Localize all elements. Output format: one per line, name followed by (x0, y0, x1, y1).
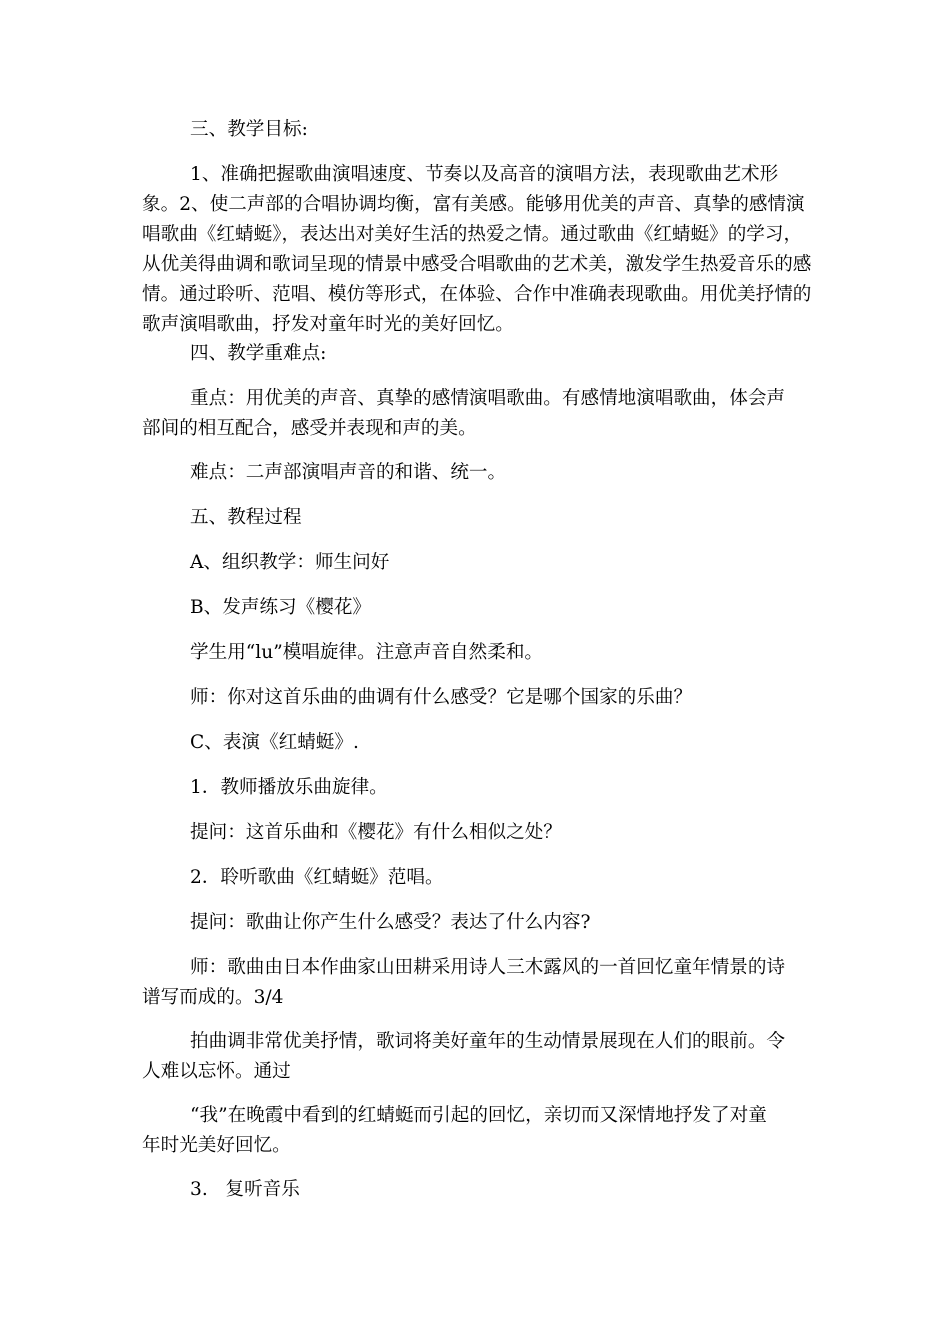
text-line: 人难以忘怀。通过 (142, 1061, 291, 1082)
paragraph-item-2 (190, 863, 840, 893)
text-line: 2．聆听歌曲《红蜻蜓》范唱。 (190, 867, 444, 888)
text-line: 学生用“lu”模唱旋律。注意声音自然柔和。 (190, 642, 544, 663)
text-line: 年时光美好回忆。 (142, 1135, 291, 1156)
paragraph-memory (142, 1101, 842, 1161)
text-line: “我”在晚霞中看到的红蜻蜓而引起的回忆，亲切而又深情地抒发了对童 (190, 1105, 767, 1126)
paragraph-teacher-explanation (142, 953, 842, 1013)
text-line: 1．教师播放乐曲旋律。 (190, 777, 388, 798)
text-line: 1、准确把握歌曲演唱速度、节奏以及高音的演唱方法，表现歌曲艺术形 (190, 164, 779, 185)
text-line: 象。2、使二声部的合唱协调均衡，富有美感。能够用优美的声音、真挚的感情演 (142, 194, 805, 215)
paragraph-student-hum (190, 638, 840, 668)
text-line: 难点：二声部演唱声音的和谐、统一。 (190, 462, 507, 483)
paragraph-teacher-question (190, 683, 840, 713)
text-line: 唱歌曲《红蜻蜓》，表达出对美好生活的热爱之情。通过歌曲《红蜻蜓》的学习， (142, 224, 803, 245)
text-line: 重点：用优美的声音、真挚的感情演唱歌曲。有感情地演唱歌曲，体会声 (190, 388, 786, 409)
paragraph-question-2 (190, 908, 840, 938)
text-line: 歌声演唱歌曲，抒发对童年时光的美好回忆。 (142, 314, 514, 335)
section-heading-teaching-objectives (190, 115, 840, 145)
section-heading-process (190, 503, 840, 533)
paragraph-difficulty (190, 458, 840, 488)
text-line: 拍曲调非常优美抒情，歌词将美好童年的生动情景展现在人们的眼前。令 (190, 1031, 786, 1052)
paragraph-item-3 (190, 1175, 840, 1205)
text-line: B、发声练习《樱花》 (190, 597, 372, 618)
text-line: 师：歌曲由日本作曲家山田耕采用诗人三木露风的一首回忆童年情景的诗 (190, 957, 786, 978)
text-line: 四、教学重难点: (190, 343, 327, 364)
text-line: 3. 复听音乐 (190, 1179, 300, 1200)
text-line: 提问：歌曲让你产生什么感受？表达了什么内容? (190, 912, 591, 933)
text-line: 部间的相互配合，感受并表现和声的美。 (142, 418, 477, 439)
paragraph-question-1 (190, 818, 840, 848)
paragraph-melody-description (142, 1027, 842, 1087)
paragraph-item-1 (190, 773, 840, 803)
text-line: 五、教程过程 (190, 507, 302, 528)
text-line: 提问：这首乐曲和《樱花》有什么相似之处？ (190, 822, 562, 843)
paragraph-step-b (190, 593, 840, 623)
text-line: 谱写而成的。3/4 (142, 987, 284, 1008)
paragraph-step-c (190, 728, 840, 758)
text-line: 情。通过聆听、范唱、模仿等形式，在体验、合作中准确表现歌曲。用优美抒情的 (142, 284, 812, 305)
text-line: A、组织教学：师生问好 (190, 552, 390, 573)
text-line: 从优美得曲调和歌词呈现的情景中感受合唱歌曲的艺术美，激发学生热爱音乐的感 (142, 254, 812, 275)
text-line: 三、教学目标: (190, 119, 308, 140)
paragraph-step-a (190, 548, 840, 578)
text-line: C、表演《红蜻蜓》. (190, 732, 359, 753)
text-line: 师：你对这首乐曲的曲调有什么感受？它是哪个国家的乐曲？ (190, 687, 693, 708)
paragraph-objectives (142, 160, 842, 340)
section-heading-key-points (190, 339, 840, 369)
paragraph-key-points (142, 384, 842, 444)
